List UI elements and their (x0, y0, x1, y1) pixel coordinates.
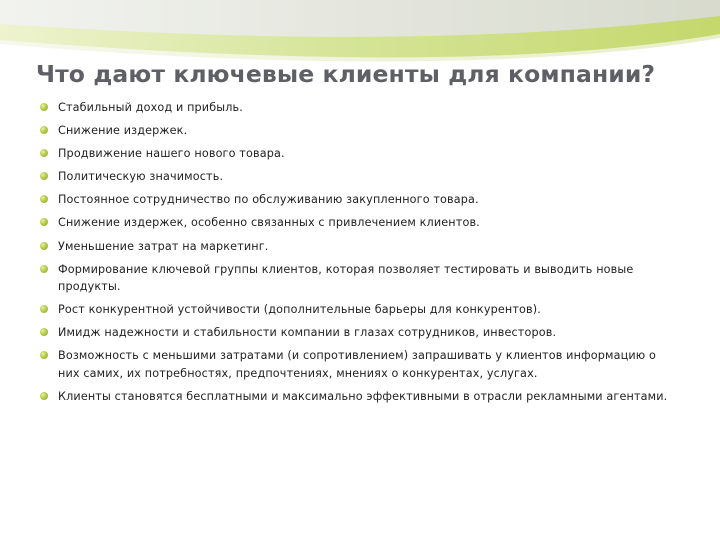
list-item (40, 214, 680, 232)
list-item-text: Продвижение нашего нового товара. (58, 147, 285, 161)
bullet-icon (40, 195, 48, 203)
bullet-icon (40, 265, 48, 273)
bullet-icon (40, 126, 48, 134)
bullet-icon (40, 149, 48, 157)
list-item (40, 238, 680, 256)
bullet-icon (40, 172, 48, 180)
bullet-icon (40, 328, 48, 336)
list-item (40, 301, 680, 319)
list-item (40, 122, 680, 140)
bullet-icon (40, 242, 48, 250)
bullet-icon (40, 392, 48, 400)
list-item-text: Снижение издержек, особенно связанных с привлечением клиентов. (58, 216, 480, 230)
list-item (40, 99, 680, 117)
list-item-text: Рост конкурентной устойчивости (дополнительные барьеры для конкурентов). (58, 303, 541, 317)
list-item (40, 261, 680, 296)
list-item-text: Клиенты становятся бесплатными и максимально эффективными в отрасли рекламными агентами. (58, 390, 668, 404)
bullet-list (40, 99, 680, 411)
list-item (40, 145, 680, 163)
bullet-icon (40, 103, 48, 111)
list-item-text: Политическую значимость. (58, 170, 224, 184)
list-item-text: Формирование ключевой группы клиентов, которая позволяет тестировать и выводить новые продукты. (58, 262, 634, 294)
list-item (40, 347, 680, 382)
list-item (40, 191, 680, 209)
list-item (40, 324, 680, 342)
list-item-text: Имидж надежности и стабильности компании в глазах сотрудников, инвесторов. (58, 326, 557, 340)
bullet-icon (40, 305, 48, 313)
list-item (40, 168, 680, 186)
list-item-text: Снижение издержек. (58, 124, 188, 138)
bullet-icon (40, 351, 48, 359)
slide-title: Что дают ключевые клиенты для компании? (36, 60, 656, 88)
bullet-icon (40, 218, 48, 226)
list-item (40, 388, 680, 406)
list-item-text: Стабильный доход и прибыль. (58, 101, 244, 114)
list-item-text: Возможность с меньшими затратами (и сопротивлением) запрашивать у клиентов информацию о них самих, их потребностях, предпочтениях, мнениях о конкурентах, услугах. (58, 349, 657, 380)
list-item-text: Постоянное сотрудничество по обслуживанию закупленного товара. (58, 193, 479, 207)
list-item-text: Уменьшение затрат на маркетинг. (58, 239, 269, 253)
